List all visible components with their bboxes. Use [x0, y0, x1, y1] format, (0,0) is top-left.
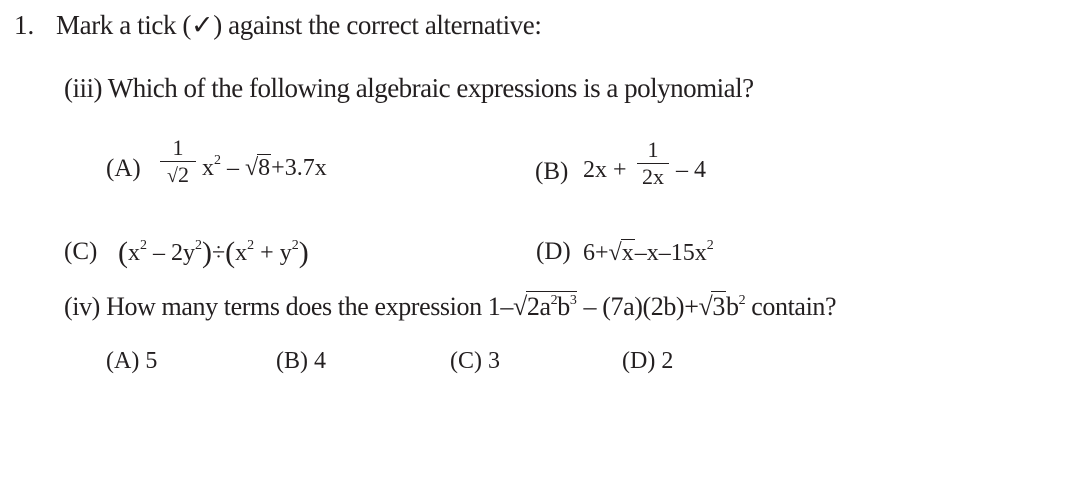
instruction-text-after: ) against the correct alternative:: [213, 10, 542, 40]
part-iv-b2: b: [725, 292, 739, 321]
part-iv-exp-b2: 2: [738, 293, 746, 308]
paren-close: ): [202, 236, 212, 269]
part-iv-question: [64, 292, 836, 322]
option-a-label: (A): [106, 155, 141, 182]
part-iii-text: Which of the following algebraic expressions is a polynomial?: [107, 73, 754, 103]
option-c-exp-1: 2: [140, 238, 147, 253]
option-a-frac-numerator: 1: [172, 135, 184, 160]
option-d-tail: –x–15x: [634, 240, 707, 266]
option-c-plus: + y: [254, 240, 292, 266]
paren-close-2: ): [298, 236, 309, 269]
option-a-expression: [202, 153, 327, 182]
check-mark-icon: ✓: [191, 10, 214, 40]
instruction-text-before: Mark a tick (: [56, 10, 191, 40]
option-a-plus-term: +3.7x: [271, 155, 327, 181]
option-c-exp-2: 2: [195, 238, 202, 253]
part-iv-option-a: (A) 5: [106, 348, 158, 374]
option-c-expression: [118, 236, 309, 270]
option-b-lead: 2x +: [583, 157, 627, 183]
option-a-minus: –: [227, 155, 239, 181]
option-c-exp-4: 2: [291, 238, 299, 253]
part-iv-expr-start: 1–: [487, 292, 513, 321]
radical-icon: √: [608, 240, 622, 266]
option-a-x: x: [202, 155, 214, 181]
option-b-frac-denominator: 2x: [642, 164, 664, 190]
question-instruction: [56, 10, 541, 41]
part-iv-text-after: contain?: [745, 292, 837, 321]
option-d-sqrt-value: x: [621, 240, 634, 266]
part-iv-option-b: (B) 4: [276, 348, 326, 374]
part-iv-option-c: (C) 3: [450, 348, 500, 374]
part-iii-label: (iii): [64, 73, 102, 103]
option-a-sqrt-value: 8: [258, 155, 271, 181]
paren-open: (: [118, 236, 128, 269]
option-b-label: (B): [535, 158, 569, 185]
option-a-fraction: [160, 136, 196, 188]
part-iv-sqrt-2: 3: [712, 292, 725, 321]
option-d-expression: [583, 238, 714, 267]
option-c-mid: – 2y: [147, 240, 195, 266]
option-c-x2: x: [235, 240, 248, 266]
part-iv-exp-a: 2: [550, 293, 558, 308]
part-iv-b: b: [557, 292, 570, 321]
part-iii-question: [64, 73, 754, 104]
part-iv-exp-b: 3: [569, 293, 577, 308]
radical-icon: √: [512, 292, 527, 321]
option-b-fraction: [637, 138, 669, 189]
option-d-lead: 6+: [583, 240, 609, 266]
radical-icon: √: [245, 155, 259, 181]
option-c-divide: ÷: [212, 240, 226, 266]
option-b-tail: – 4: [676, 157, 706, 183]
part-iv-text-before: How many terms does the expression: [106, 292, 488, 321]
option-b-frac-numerator: 1: [647, 137, 659, 162]
option-c-label: (C): [64, 238, 98, 265]
part-iv-option-d: (D) 2: [622, 348, 674, 374]
option-c-exp-3: 2: [247, 238, 255, 253]
part-iv-sqrt-1: 2a: [526, 292, 551, 321]
option-d-label: (D): [536, 238, 571, 265]
option-d-exponent: 2: [706, 238, 714, 253]
radical-icon: √: [698, 292, 713, 321]
part-iv-mid: – (7a)(2b)+: [577, 292, 699, 321]
part-iv-label: (iv): [64, 292, 100, 321]
option-c-x: x: [128, 240, 140, 266]
option-a-frac-denominator: √2: [167, 162, 189, 188]
question-number: 1.: [14, 10, 35, 40]
paren-open-2: (: [225, 236, 236, 269]
option-a-exponent: 2: [214, 153, 221, 168]
